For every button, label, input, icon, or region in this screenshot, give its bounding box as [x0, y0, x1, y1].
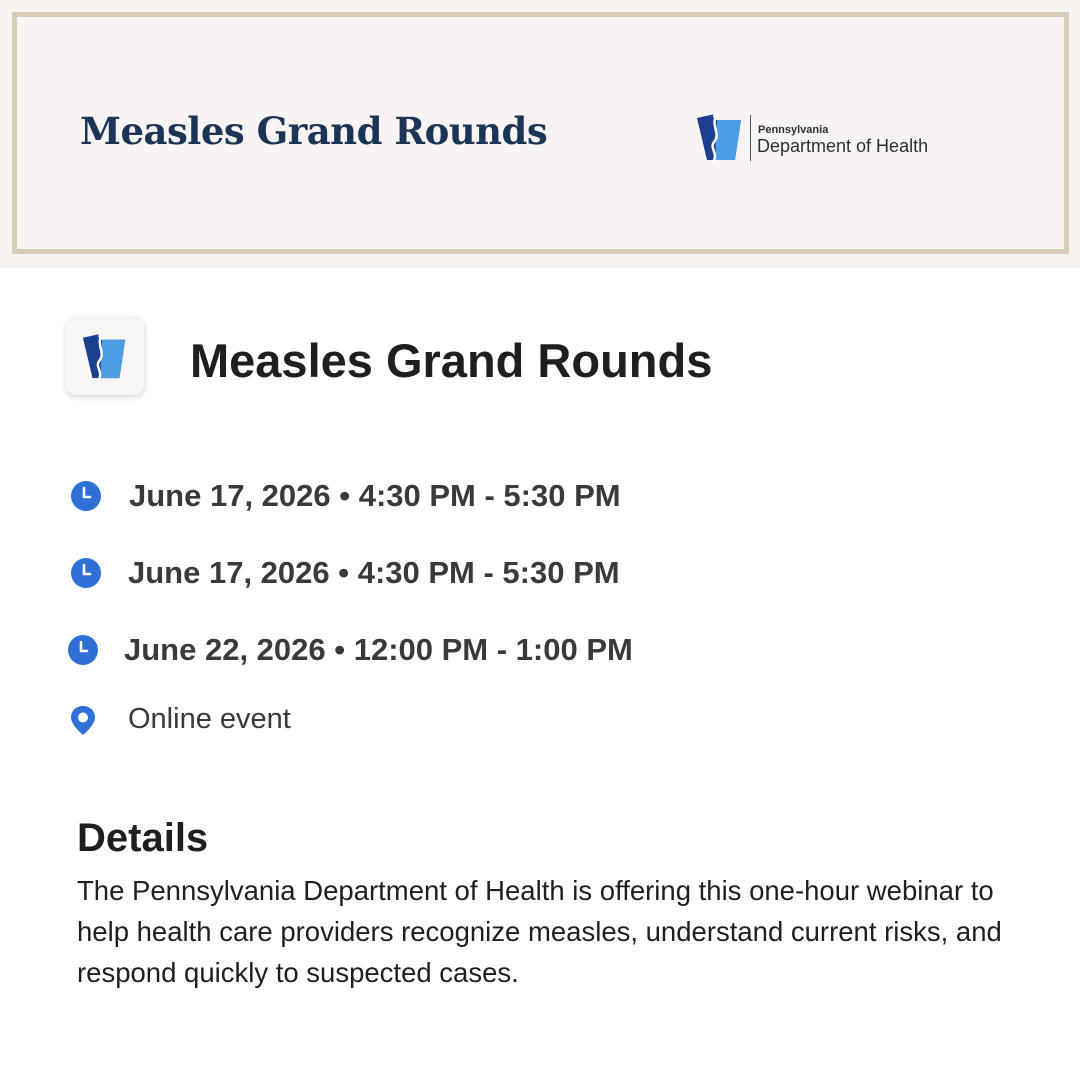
department-logo [695, 112, 965, 168]
session-row [70, 478, 621, 514]
keystone-logo-icon [80, 332, 130, 382]
session-datetime: June 17, 2026 • 4:30 PM - 5:30 PM [129, 478, 621, 513]
details-description: The Pennsylvania Department of Health is offering this one-hour webinar to help health care providers recognize measles, understand current risks, and respond quickly to suspected cases. [77, 875, 1002, 988]
event-location: Online event [128, 703, 291, 735]
details-heading: Details [77, 816, 209, 860]
location-row [67, 703, 291, 736]
map-pin-icon [67, 704, 99, 736]
session-datetime: June 22, 2026 • 12:00 PM - 1:00 PM [124, 632, 633, 667]
clock-icon [70, 557, 102, 589]
event-title: Measles Grand Rounds [190, 334, 713, 387]
logo-divider [750, 115, 751, 161]
logo-department-name: Department of Health [757, 136, 929, 156]
session-row [67, 632, 633, 668]
keystone-logo-icon [695, 112, 745, 164]
session-datetime: June 17, 2026 • 4:30 PM - 5:30 PM [128, 555, 620, 590]
event-banner [12, 12, 1069, 254]
logo-state-name: Pennsylvania [758, 124, 829, 136]
session-row [70, 555, 620, 591]
banner-title: Measles Grand Rounds [80, 109, 548, 153]
event-organizer-avatar [66, 317, 144, 395]
clock-icon [67, 634, 99, 666]
clock-icon [70, 480, 102, 512]
